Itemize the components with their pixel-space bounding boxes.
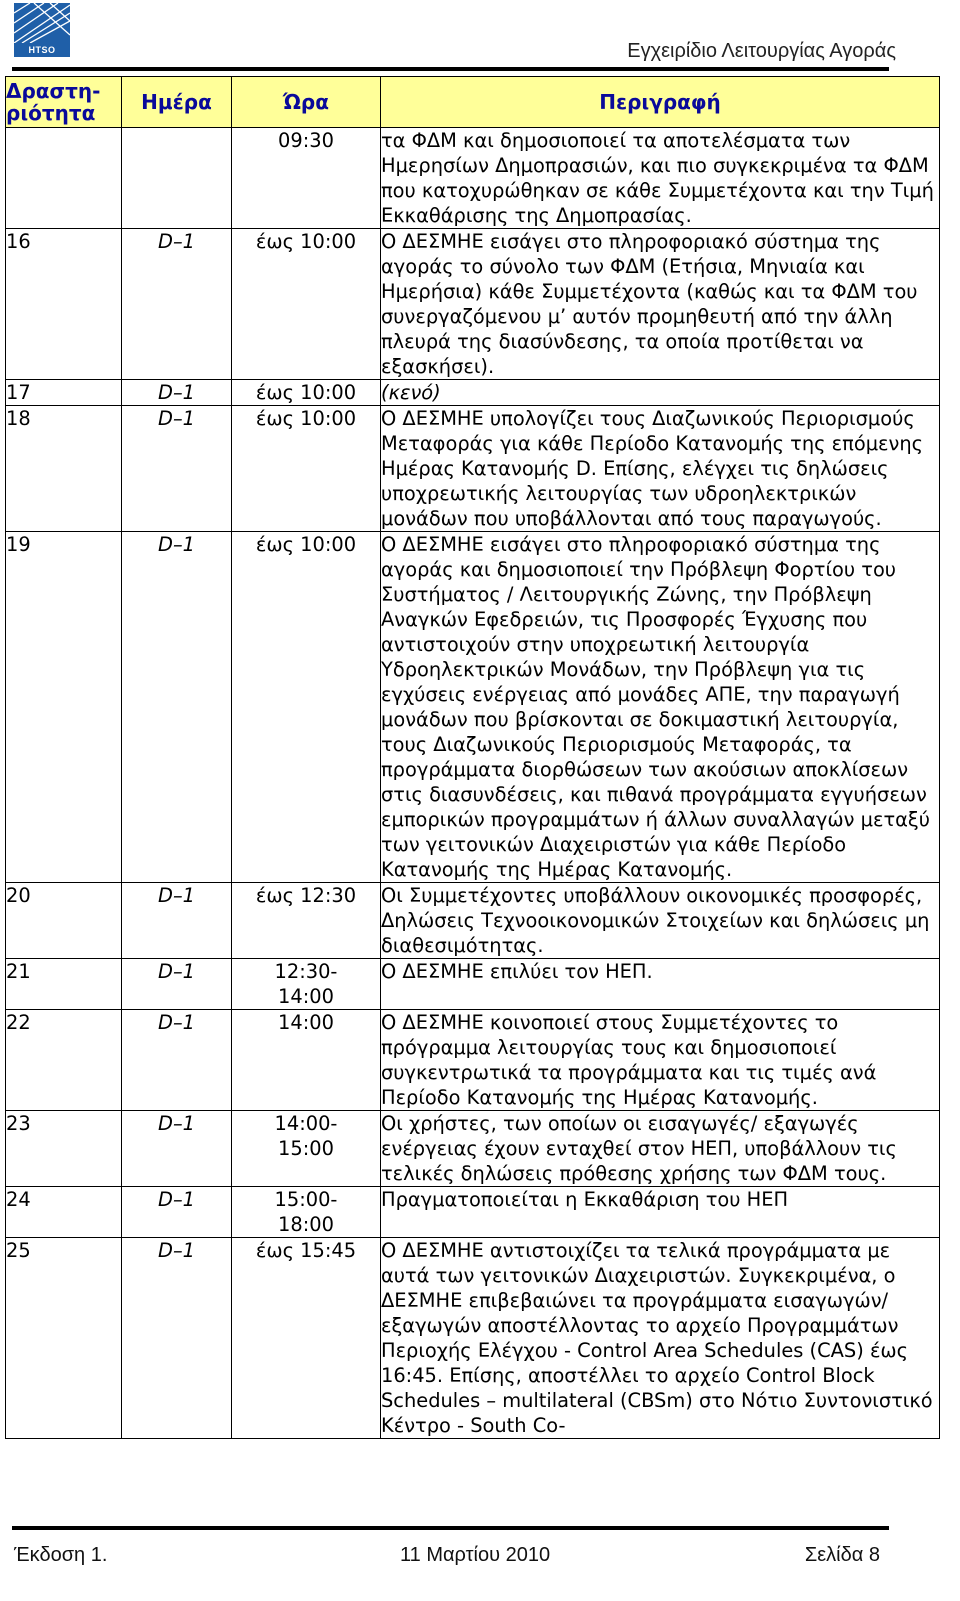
description-cell: Πραγματοποιείται η Εκκαθάριση του ΗΕΠ <box>381 1187 940 1238</box>
pylon-lines-icon <box>14 3 70 43</box>
activity-cell: 18 <box>6 406 122 532</box>
activity-cell: 23 <box>6 1111 122 1187</box>
activity-cell <box>6 128 122 229</box>
edition-label: Έκδοση 1. <box>14 1544 108 1566</box>
description-cell: Ο ΔΕΣΜΗΕ επιλύει τον ΗΕΠ. <box>381 959 940 1010</box>
activity-cell: 22 <box>6 1010 122 1111</box>
table-row <box>6 532 940 883</box>
column-header-time: Ώρα <box>232 77 381 128</box>
time-cell: 12:30- 14:00 <box>232 959 381 1010</box>
description-cell: Ο ΔΕΣΜΗΕ αντιστοιχίζει τα τελικά προγράμματα με αυτά των γειτονικών Διαχειριστών. Συγκεκριμένα, ο ΔΕΣΜΗΕ επιβεβαιώνει τα προγράμματα εισαγωγών/εξαγωγών αποστέλλοντας το αρχείο Προγραμμάτων Περιοχής Ελέγχου - Control Area Schedules (CAS) έως 16:45. Επίσης, αποστέλλει το αρχείο Control Block Schedules – multilateral (CBSm) στο Νότιο Συντονιστικό Κέντρο - South Co- <box>381 1238 940 1439</box>
document-title: Εγχειρίδιο Λειτουργίας Αγοράς <box>627 40 896 62</box>
day-cell: D–1 <box>122 229 232 380</box>
description-cell: Ο ΔΕΣΜΗΕ εισάγει στο πληροφοριακό σύστημα της αγοράς και δημοσιοποιεί την Πρόβλεψη Φορτίου του Συστήματος / Λειτουργικής Ζώνης, την Πρόβλεψη Αναγκών Εφεδρειών, τις Προσφορές Έγχυσης που αντιστοιχούν στην υποχρεωτική λειτουργία Υδροηλεκτρικών Μονάδων, την Πρόβλεψη για τις εγχύσεις ενέργειας από μονάδες ΑΠΕ, την παραγωγή μονάδων που βρίσκονται σε δοκιμαστική λειτουργία, τους Διαζωνικούς Περιορισμούς Μεταφοράς, τα προγράμματα διορθώσεων των ακούσιων αποκλίσεων στις διασυνδέσεις, και πιθανά προγράμματα εγγυήσεων εμπορικών προγραμμάτων ή άλλων συναλλαγών μεταξύ των γειτονικών Διαχειριστών για κάθε Περίοδο Κατανομής της Ημέρας Κατανομής. <box>381 532 940 883</box>
description-cell: Οι Συμμετέχοντες υποβάλλουν οικονομικές προσφορές, Δηλώσεις Τεχνοοικονομικών Στοιχείων και δηλώσεις μη διαθεσιμότητας. <box>381 883 940 959</box>
header-divider <box>12 67 889 71</box>
time-cell: έως 10:00 <box>232 380 381 406</box>
description-cell: (κενό) <box>381 380 940 406</box>
time-cell: 14:00- 15:00 <box>232 1111 381 1187</box>
footer-date: 11 Μαρτίου 2010 <box>400 1544 551 1566</box>
footer-divider <box>12 1526 889 1530</box>
table-row <box>6 1010 940 1111</box>
table-row <box>6 128 940 229</box>
table-header-row <box>6 77 940 128</box>
time-cell: έως 15:45 <box>232 1238 381 1439</box>
activity-cell: 16 <box>6 229 122 380</box>
activity-cell: 21 <box>6 959 122 1010</box>
htso-logo <box>14 3 70 57</box>
time-cell: 14:00 <box>232 1010 381 1111</box>
column-header-activity: Δραστη- ριότητα <box>6 77 122 128</box>
table-row <box>6 1238 940 1439</box>
time-cell: έως 12:30 <box>232 883 381 959</box>
schedule-table <box>5 76 940 1439</box>
day-cell: D–1 <box>122 883 232 959</box>
activity-cell: 24 <box>6 1187 122 1238</box>
activity-cell: 20 <box>6 883 122 959</box>
day-cell: D–1 <box>122 1187 232 1238</box>
day-cell: D–1 <box>122 532 232 883</box>
day-cell <box>122 128 232 229</box>
column-header-day: Ημέρα <box>122 77 232 128</box>
description-cell: Ο ΔΕΣΜΗΕ εισάγει στο πληροφοριακό σύστημα της αγοράς το σύνολο των ΦΔΜ (Ετήσια, Μηνιαία και Ημερήσια) κάθε Συμμετέχοντα (καθώς και τα ΦΔΜ του συνεργαζόμενου μ’ αυτόν προμηθευτή από την άλλη πλευρά της διασύνδεσης, τα οποία προτίθεται να εξασκήσει). <box>381 229 940 380</box>
description-cell: Ο ΔΕΣΜΗΕ κοινοποιεί στους Συμμετέχοντες το πρόγραμμα λειτουργίας τους και δημοσιοποιεί συγκεντρωτικά τα προγράμματα και τις τιμές ανά Περίοδο Κατανομής της Ημέρας Κατανομής. <box>381 1010 940 1111</box>
table-row <box>6 229 940 380</box>
activity-cell: 17 <box>6 380 122 406</box>
day-cell: D–1 <box>122 959 232 1010</box>
day-cell: D–1 <box>122 1010 232 1111</box>
time-cell: έως 10:00 <box>232 229 381 380</box>
activity-cell: 25 <box>6 1238 122 1439</box>
table-row <box>6 1187 940 1238</box>
time-cell: 15:00- 18:00 <box>232 1187 381 1238</box>
table-row <box>6 883 940 959</box>
day-cell: D–1 <box>122 380 232 406</box>
table-row <box>6 380 940 406</box>
description-cell: Ο ΔΕΣΜΗΕ υπολογίζει τους Διαζωνικούς Περιορισμούς Μεταφοράς για κάθε Περίοδο Κατανομής της επόμενης Ημέρας Κατανομής D. Επίσης, ελέγχει τις δηλώσεις υποχρεωτικής λειτουργίας των υδροηλεκτρικών μονάδων που υποβάλλονται από τους παραγωγούς. <box>381 406 940 532</box>
description-cell: Οι χρήστες, των οποίων οι εισαγωγές/ εξαγωγές ενέργειας έχουν ενταχθεί στον ΗΕΠ, υποβάλλουν τις τελικές δηλώσεις πρόθεσης χρήσης των ΦΔΜ τους. <box>381 1111 940 1187</box>
table-row <box>6 406 940 532</box>
activity-cell: 19 <box>6 532 122 883</box>
table-row <box>6 1111 940 1187</box>
page-number: Σελίδα 8 <box>804 1544 880 1566</box>
day-cell: D–1 <box>122 1238 232 1439</box>
day-cell: D–1 <box>122 1111 232 1187</box>
time-cell: έως 10:00 <box>232 406 381 532</box>
logo-text: HTSO <box>28 45 56 55</box>
day-cell: D–1 <box>122 406 232 532</box>
time-cell: έως 10:00 <box>232 532 381 883</box>
table-row <box>6 959 940 1010</box>
column-header-description: Περιγραφή <box>381 77 940 128</box>
description-cell: τα ΦΔΜ και δημοσιοποιεί τα αποτελέσματα των Ημερησίων Δημοπρασιών, και πιο συγκεκριμένα τα ΦΔΜ που κατοχυρώθηκαν σε κάθε Συμμετέχοντα και την Τιμή Εκκαθάρισης της Δημοπρασίας. <box>381 128 940 229</box>
time-cell: 09:30 <box>232 128 381 229</box>
